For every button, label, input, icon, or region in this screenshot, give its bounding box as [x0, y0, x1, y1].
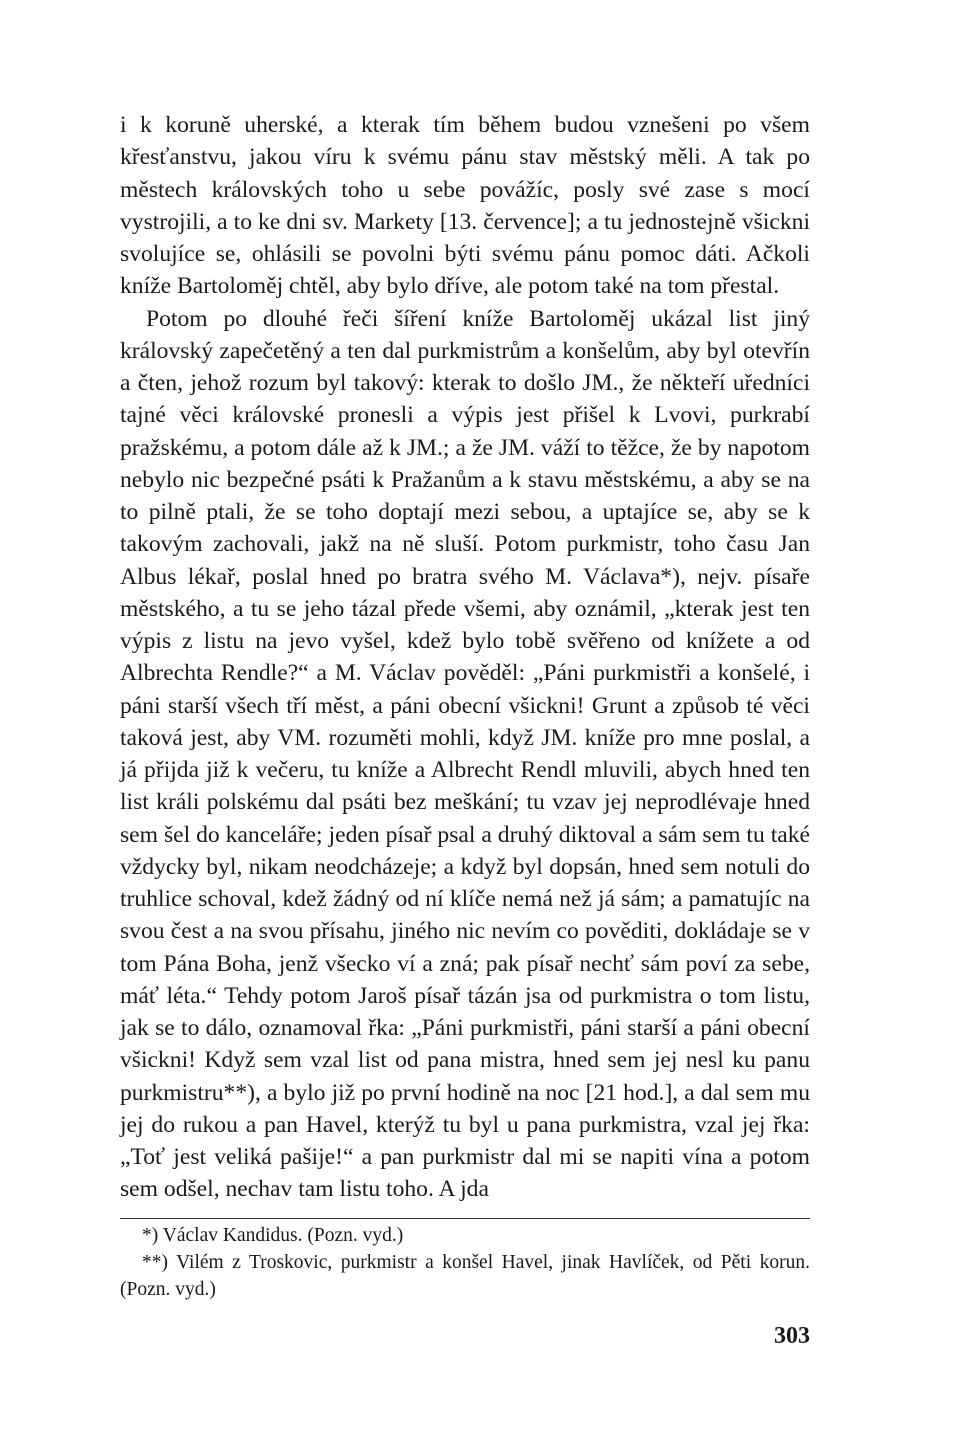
page-number: 303: [774, 1323, 810, 1349]
footnote-1: *) Václav Kandidus. (Pozn. vyd.): [142, 1225, 404, 1246]
footnotes: [120, 1222, 810, 1303]
footnote-divider: [120, 1218, 810, 1219]
paragraph-1: i k koruně uherské, a kterak tím během budou vznešeni po všem křesťanstvu, jakou víru k svému pánu stav městský měli. A tak po městech královských toho u sebe povážíc, posly své zase s mocí vystrojili, a to ke dni sv. Markety [13. července]; a tu jednostejně všickni svolujíce se, ohlásili se povolni býti svému pánu pomoc dáti. Ačkoli kníže Bartoloměj chtěl, aby bylo dříve, ale potom také na tom přestal.: [120, 112, 810, 300]
page-body: [120, 109, 810, 1206]
paragraph-2: Potom po dlouhé řeči šíření kníže Bartoloměj ukázal list jiný královský zapečetěný a ten dal purkmistrům a konšelům, aby byl otevřín a čten, jehož rozum byl takový: kterak to došlo JM., že někteří uředníci tajné věci královské pronesli a výpis jest přišel k Lvovi, purkrabí pražskému, a potom dále až k JM.; a že JM. váží to těžce, že by napotom nebylo nic bezpečné psáti k Pražanům a k stavu městskému, a aby se na to pilně ptali, že se toho doptají mezi sebou, a uptajíce se, aby se k takovým zachovali, jakž na ně sluší. Potom purkmistr, toho času Jan Albus lékař, poslal hned po bratra svého M. Václava*), nejv. písaře městského, a tu se jeho tázal přede všemi, aby oznámil, „kterak jest ten výpis z listu na jevo vyšel, kdež bylo tobě svěřeno od knížete a od Albrechta Rendle?“ a M. Václav pověděl: „Páni purkmistři a konšelé, i páni starší všech tří měst, a páni obecní všickni! Grunt a způsob té věci taková jest, aby VM. rozuměti mohli, když JM. kníže pro mne poslal, a já přijda již k večeru, tu kníže a Albrecht Rendl mluvili, abych hned ten list králi polskému dal psáti bez meškání; tu vzav jej neprodlévaje hned sem šel do kanceláře; jeden písař psal a druhý diktoval a sám sem tu také vždycky byl, nikam neodcházeje; a když byl dopsán, hned sem notuli do truhlice schoval, kdež žádný od ní klíče nemá než já sám; a pamatujíc na svou čest a na svou přísahu, jiného nic nevím co pověditi, dokládaje se v tom Pána Boha, jenž všecko ví a zná; pak písař nechť sám poví za sebe, máť léta.“ Tehdy potom Jaroš písař tázán jsa od purkmistra o tom listu, jak se to dálo, oznamoval řka: „Páni purkmistři, páni starší a páni obecní všickni! Když sem vzal list od pana mistra, hned sem jej nesl ku panu purkmistru**), a bylo již po první hodině na noc [21 hod.], a dal sem mu jej do rukou a pan Havel, kterýž tu byl u pana purkmistra, vzal jej řka: „Toť jest veliká pašije!“ a pan purkmistr dal mi se napiti vína a potom sem odšel, nechav tam listu toho. A jda: [120, 305, 810, 1203]
footnote-2: **) Vilém z Troskovic, purkmistr a konšel Havel, jinak Havlíček, od Pěti korun. (Pozn. vyd.): [120, 1252, 810, 1300]
main-text: [120, 109, 810, 1206]
